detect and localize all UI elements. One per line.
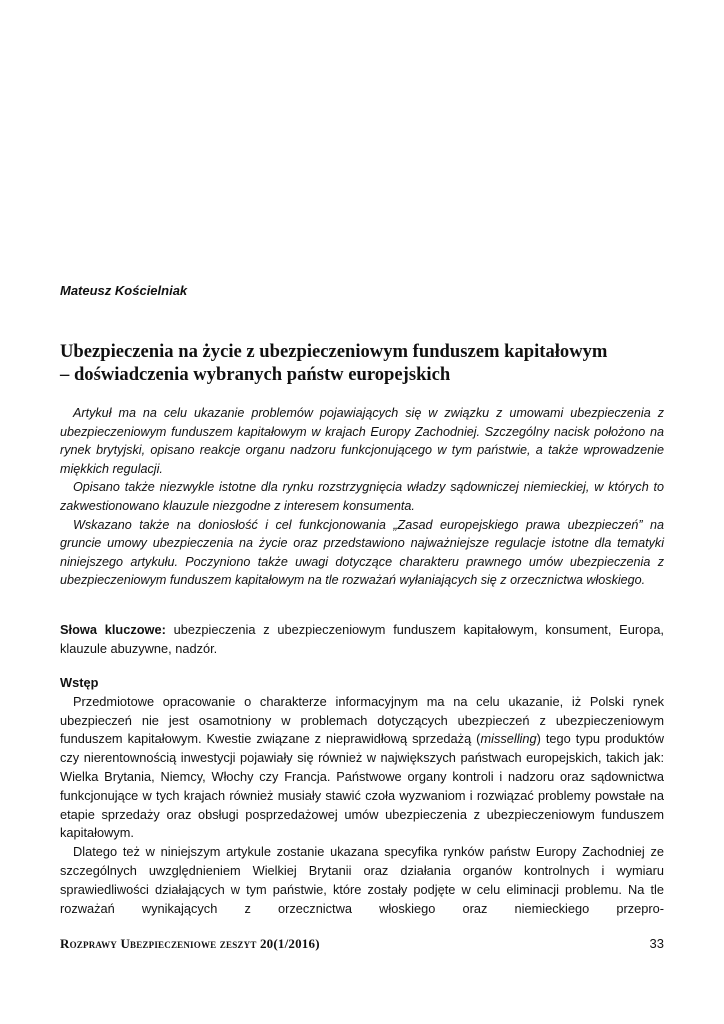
- page-number: 33: [649, 936, 664, 951]
- journal-name: Rozprawy Ubezpieczeniowe zeszyt 20(1/2016): [60, 936, 320, 951]
- abstract-paragraph: Artykuł ma na celu ukazanie problemów pojawiających się w związku z umowami ubezpieczenia z ubezpieczeniowym funduszem kapitałowym w krajach Europy Zachodniej. Szczególny nacisk położono na rynek brytyjski, opisano reakcje organu nadzoru funkcjonującego w tym państwie, a także wprowadzenie miękkich regulacji.: [60, 406, 664, 476]
- article-title-line-2: – doświadczenia wybranych państw europejskich: [60, 364, 451, 385]
- abstract: [60, 404, 664, 590]
- article-title: [60, 340, 670, 386]
- body-paragraph: [60, 693, 664, 843]
- keywords-text: ubezpieczenia z ubezpieczeniowym funduszem kapitałowym, konsument, Europa, klauzule abuzywne, nadzór.: [60, 622, 664, 656]
- body-text: Przedmiotowe opracowanie o charakterze informacyjnym ma na celu ukazanie, iż Polski rynek ubezpieczeń nie jest osamotniony w problemach dotyczących ubezpieczeń z ubezpieczeniowym funduszem kapitałowym. Kwestie związane z nieprawidłową sprzedażą (: [60, 693, 664, 747]
- section-heading: Wstęp: [60, 675, 99, 690]
- body-text: ) tego typu produktów czy nierentownością inwestycji pojawiały się również w największych państwach europejskich, takich jak: Wielka Brytania, Niemcy, Włochy czy Francja. Państwowe organy kontroli i nadzoru oraz sądownictwa funkcjonujące w tych krajach również musiały stawić czoła wyzwaniom i rozwiązać problemy powstałe na etapie sprzedaży oraz obsługi posprzedażowej umów ubezpieczenia z ubezpieczeniowym funduszem kapitałowym.: [60, 731, 664, 841]
- keywords-label: Słowa kluczowe:: [60, 622, 166, 637]
- emphasis-term: misselling: [480, 731, 537, 747]
- body-paragraph: Dlatego też w niniejszym artykule zostanie ukazana specyfika rynków państw Europy Zachodniej ze szczególnych uwzględnieniem Wielkiej Brytanii oraz działania organów kontrolnych i wymiaru sprawiedliwości działających w tym państwie, które zostały podjęte w celu eliminacji problemu. Na tle rozważań wynikających z orzecznictwa włoskiego oraz niemieckiego przepro-: [60, 844, 664, 916]
- keywords: [60, 620, 664, 658]
- introduction-section: [60, 674, 664, 918]
- page-footer: [60, 935, 664, 953]
- author-name: Mateusz Kościelniak: [60, 283, 188, 298]
- abstract-paragraph: Opisano także niezwykle istotne dla rynku rozstrzygnięcia władzy sądowniczej niemieckiej, w których to zakwestionowano klauzule niezgodne z interesem konsumenta.: [60, 480, 664, 513]
- abstract-paragraph: Wskazano także na doniosłość i cel funkcjonowania „Zasad europejskiego prawa ubezpieczeń” na gruncie umowy ubezpieczenia na życie oraz przedstawiono najważniejsze regulacje istotne dla tematyki niniejszego artykułu. Poczyniono także uwagi dotyczące charakteru prawnego umów ubezpieczenia z ubezpieczeniowym funduszem kapitałowym na tle rozważań wyłaniających się z orzecznictwa włoskiego.: [60, 517, 664, 588]
- article-title-line-1: Ubezpieczenia na życie z ubezpieczeniowym funduszem kapitałowym: [60, 341, 608, 362]
